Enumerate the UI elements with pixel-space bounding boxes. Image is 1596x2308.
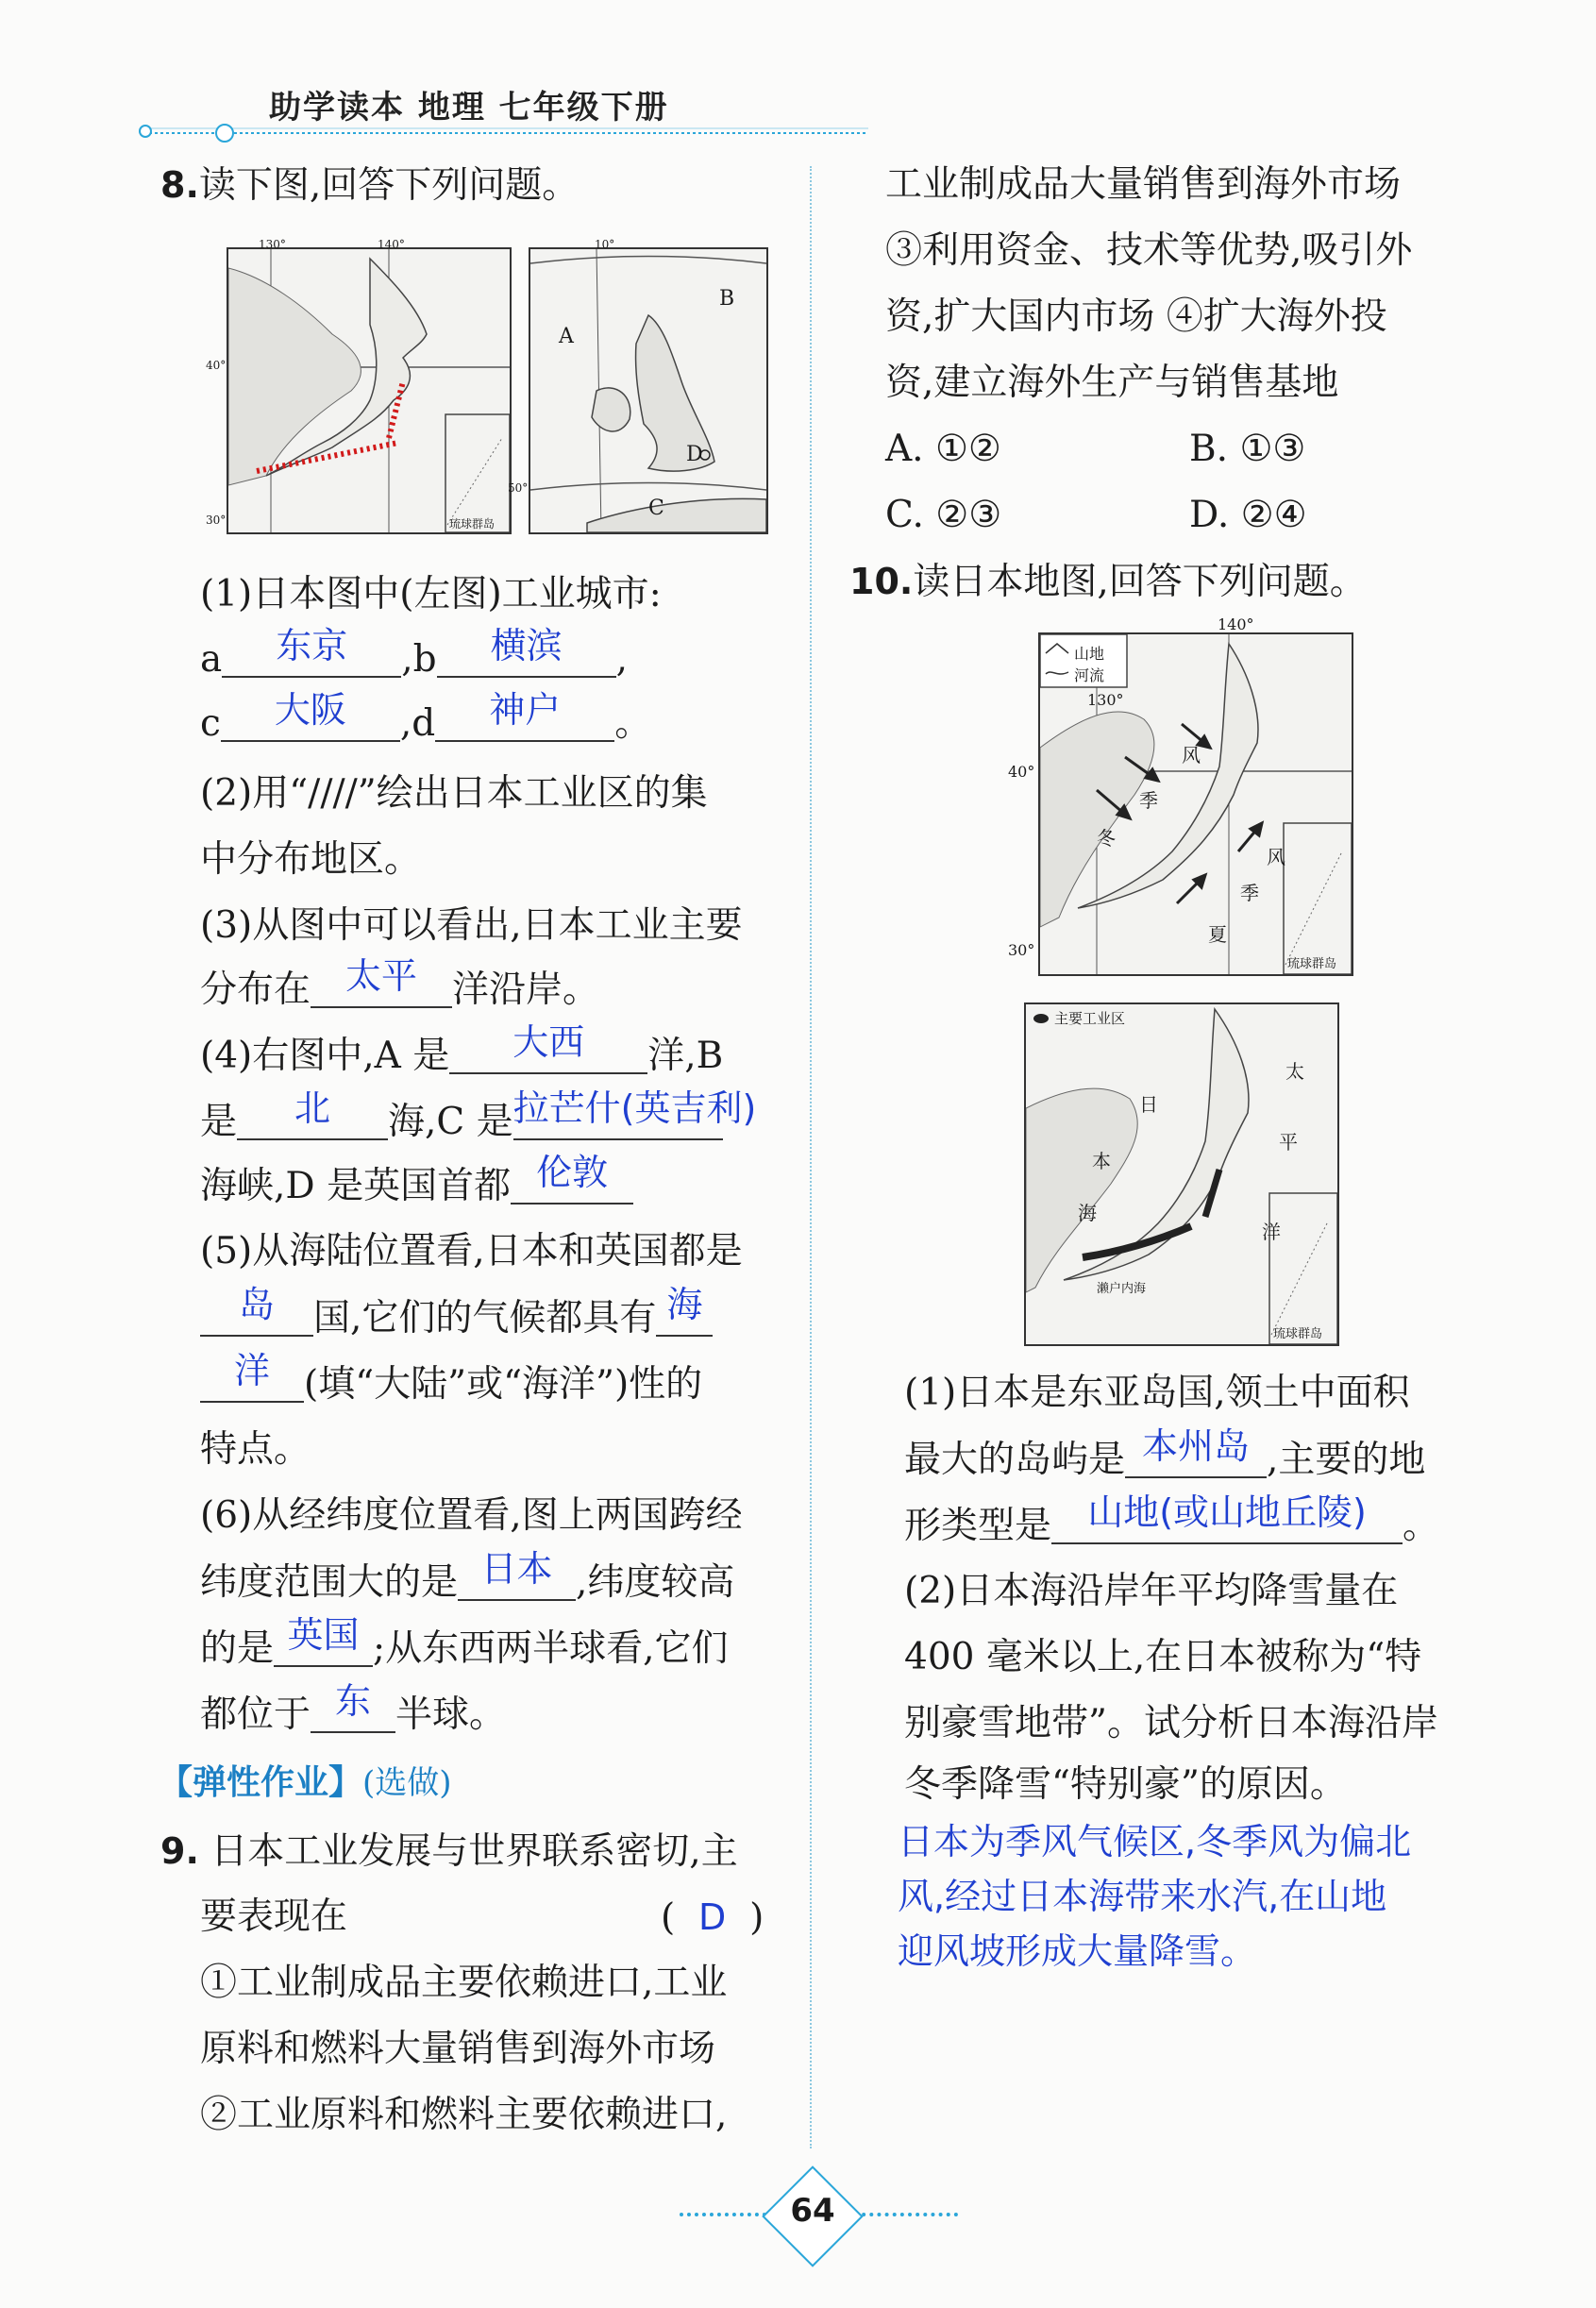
q9-option2-line1: ②工业原料和燃料主要依赖进口, (200, 2094, 728, 2136)
winter-wind-char1: 风 (1182, 744, 1201, 767)
map-label-lon130: 130° (259, 238, 286, 251)
elastic-homework-tag: 【弹性作业】(选做) (159, 1763, 452, 1802)
q10-sub2-line4: 冬季降雪“特别豪”的原因。 (904, 1763, 1347, 1806)
map-label-b: B (719, 287, 735, 311)
column-divider (810, 166, 812, 2148)
answer-north-sea: 北 (294, 1087, 331, 1129)
sea-label-1: 日 (1139, 1093, 1158, 1116)
japan-industrial-zones-map (1024, 1002, 1339, 1346)
footer-dots-right (854, 2213, 958, 2216)
answer-island: 岛 (238, 1284, 275, 1325)
q9-option2-line2: 工业制成品大量销售到海外市场 (885, 163, 1402, 206)
uk-map (508, 238, 768, 534)
q9-choice-c: C. ②③ (885, 494, 1002, 536)
q8-cities-row2: c 大阪 ,d 神户 。 (200, 689, 652, 745)
answer-japan: 日本 (480, 1548, 553, 1590)
answer-london: 伦敦 (536, 1152, 609, 1193)
q8-sub4-line3: 海峡,D 是英国首都 伦敦 (200, 1161, 633, 1211)
legend-industrial-zone: 主要工业区 (1054, 1010, 1126, 1027)
japan-industry-map (206, 238, 512, 534)
sea-label-2: 本 (1092, 1150, 1111, 1172)
answer-maritime-2: 洋 (233, 1350, 270, 1391)
q10-heading: 10.读日本地图,回答下列问题。 (849, 561, 1367, 603)
answer-honshu: 本州岛 (1142, 1425, 1251, 1467)
q8-sub5-line3: 洋 (填“大陆”或“海洋”)性的 (200, 1359, 702, 1409)
answer-b: 横滨 (490, 625, 563, 666)
answer-a: 东京 (276, 625, 348, 666)
page-header-title: 助学读本 地理 七年级下册 (269, 89, 669, 126)
q10-sub1-line3: 形类型是 山地(或山地丘陵) 。 (904, 1491, 1440, 1547)
map-label-lat50: 50° (508, 481, 529, 495)
monsoon-lat30: 30° (1008, 941, 1035, 959)
map-label-lat40: 40° (206, 359, 227, 372)
sea-label-3: 海 (1078, 1202, 1097, 1224)
ocean-label-2: 平 (1279, 1131, 1298, 1154)
inset-label-3: 琉球群岛 (1273, 1327, 1323, 1341)
q8-sub5-line2: 岛 国,它们的气候都具有 海 (200, 1293, 713, 1343)
q10-sub2-line3: 别豪雪地带”。试分析日本海沿岸 (904, 1702, 1438, 1744)
q10-sub1-line2: 最大的岛屿是 本州岛 ,主要的地 (904, 1425, 1426, 1481)
winter-wind-char3: 冬 (1097, 827, 1116, 850)
answer-d: 神户 (489, 689, 562, 731)
q9-line1: 9. 日本工业发展与世界联系密切,主 (160, 1830, 738, 1873)
q9-option1-line1: ①工业制成品主要依赖进口,工业 (200, 1962, 728, 2004)
q8-sub3-line1: (3)从图中可以看出,日本工业主要 (200, 904, 743, 947)
monsoon-map-graphic (1040, 634, 1352, 974)
q8-sub5-line1: (5)从海陆位置看,日本和英国都是 (200, 1230, 743, 1272)
q8-sub6-line2: 纬度范围大的是 日本 ,纬度较高 (200, 1548, 735, 1604)
footer-dots-left (680, 2213, 774, 2216)
q9-option1-line2: 原料和燃料大量销售到海外市场 (200, 2028, 716, 2070)
q8-heading: 8.读下图,回答下列问题。 (160, 164, 580, 207)
map-label-a: A (559, 325, 574, 348)
monsoon-lon130: 130° (1087, 691, 1124, 709)
q10-sub2-line1: (2)日本海沿岸年平均降雪量在 (904, 1570, 1399, 1612)
monsoon-lat40: 40° (1008, 763, 1035, 781)
q8-sub6-line1: (6)从经纬度位置看,图上两国跨经 (200, 1494, 743, 1537)
map-label-d: D (686, 443, 703, 466)
q8-sub4-line1: (4)右图中,A 是 大西 洋,B (200, 1021, 724, 1077)
q8-sub2-line2: 中分布地区。 (200, 838, 422, 881)
q10-sub2-line2: 400 毫米以上,在日本被称为“特 (904, 1636, 1422, 1678)
map-label-lon140: 140° (378, 238, 405, 251)
ocean-label-1: 太 (1285, 1060, 1304, 1083)
answer-eastern: 东 (335, 1680, 372, 1722)
inland-sea-label: 濑户内海 (1097, 1282, 1147, 1296)
map-label-lon10: 10° (595, 238, 615, 251)
q9-answer: D (698, 1896, 727, 1938)
answer-terrain: 山地(或山地丘陵) (1087, 1491, 1367, 1533)
q10-answer-line2: 风,经过日本海带来水汽,在山地 (898, 1876, 1387, 1917)
q8-sub6-line3: 的是 英国 ;从东西两半球看,它们 (200, 1614, 729, 1670)
q9-option3-line2: 资,扩大国内市场 ④扩大海外投 (885, 295, 1387, 338)
q10-sub1-line1: (1)日本是东亚岛国,领土中面积 (904, 1372, 1410, 1414)
q10-answer-block (898, 1814, 1483, 1979)
answer-channel: 拉芒什(英吉利) (512, 1087, 757, 1129)
q8-sub2-line1: (2)用“////”绘出日本工业区的集 (200, 772, 708, 815)
japan-map-graphic (228, 249, 510, 532)
page-number: 64 (790, 2192, 835, 2230)
q8-sub3-line2: 分布在 太平 洋沿岸。 (200, 955, 600, 1011)
q8-sub6-line4: 都位于 东 半球。 (200, 1680, 507, 1736)
inset-label: 琉球群岛 (449, 517, 496, 531)
answer-ocean: 太平 (345, 955, 418, 997)
header-decoration (132, 118, 868, 146)
q9-line2: 要表现在 (200, 1895, 348, 1938)
summer-wind-char1: 风 (1267, 846, 1285, 868)
winter-wind-char2: 季 (1139, 789, 1158, 812)
legend-mountain: 山地 (1074, 645, 1105, 663)
answer-c: 大阪 (274, 689, 346, 731)
q9-option3-line3: 资,建立海外生产与销售基地 (885, 362, 1339, 404)
monsoon-lon140: 140° (1218, 615, 1254, 633)
japan-monsoon-map (1008, 615, 1353, 976)
summer-wind-char2: 季 (1240, 882, 1259, 904)
q9-answer-paren: ( D ) (661, 1896, 764, 1939)
q9-choice-b: B. ①③ (1189, 428, 1306, 470)
q9-choice-a: A. ①② (885, 428, 1001, 470)
q8-sub4-line2: 是 北 海,C 是拉芒什(英吉利) (200, 1087, 757, 1143)
industry-map-graphic (1026, 1004, 1337, 1344)
q8-sub5-line4: 特点。 (200, 1428, 311, 1471)
q8-sub1: (1)日本图中(左图)工业城市: (200, 573, 662, 615)
q10-answer-line1: 日本为季风气候区,冬季风为偏北 (898, 1821, 1412, 1862)
answer-maritime-1: 海 (666, 1284, 703, 1325)
map-label-lat30: 30° (206, 514, 227, 527)
q9-choice-d: D. ②④ (1189, 494, 1307, 536)
answer-atlantic: 大西 (512, 1021, 585, 1063)
inset-label-2: 琉球群岛 (1287, 957, 1337, 971)
summer-wind-char3: 夏 (1208, 923, 1227, 946)
q10-answer-line3: 迎风坡形成大量降雪。 (898, 1930, 1257, 1972)
q8-cities-row1: a 东京 ,b 横滨 , (200, 625, 629, 681)
q9-option3-line1: ③利用资金、技术等优势,吸引外 (885, 229, 1413, 272)
answer-uk: 英国 (287, 1614, 360, 1656)
map-label-c: C (648, 497, 664, 520)
legend-river: 河流 (1074, 666, 1105, 684)
ocean-label-3: 洋 (1262, 1221, 1281, 1243)
